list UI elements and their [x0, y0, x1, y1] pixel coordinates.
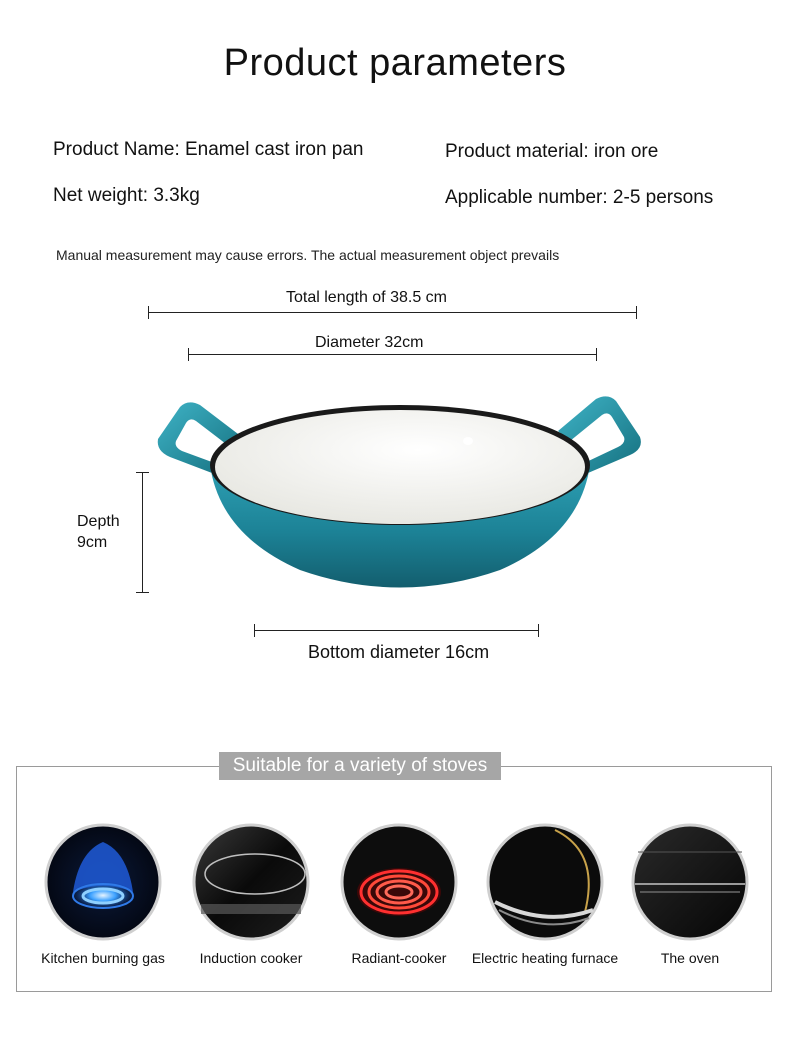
stove-label: Kitchen burning gas	[41, 950, 165, 966]
radiant-cooker-icon	[339, 822, 459, 942]
stoves-title: Suitable for a variety of stoves	[219, 752, 501, 780]
product-name: Product Name: Enamel cast iron pan	[53, 139, 364, 160]
bottom-diameter-line	[254, 630, 539, 631]
applicable-number: Applicable number: 2-5 persons	[445, 187, 714, 208]
oven-icon	[630, 822, 750, 942]
enamel-pan-illustration	[150, 385, 650, 600]
stove-radiant	[324, 822, 474, 967]
page-title: Product parameters	[223, 42, 567, 84]
gas-flame-icon	[43, 822, 163, 942]
induction-cooker-icon	[191, 822, 311, 942]
bottom-diameter-label: Bottom diameter 16cm	[308, 642, 490, 662]
stove-oven	[615, 822, 765, 967]
stove-label: The oven	[660, 950, 720, 966]
stove-gas	[28, 822, 178, 967]
net-weight: Net weight: 3.3kg	[53, 185, 200, 206]
stove-electric	[470, 822, 620, 967]
total-length-line	[148, 312, 637, 313]
depth-line	[142, 472, 143, 593]
stove-label: Electric heating furnace	[471, 950, 619, 966]
total-length-label: Total length of 38.5 cm	[286, 289, 447, 306]
stove-induction	[176, 822, 326, 967]
depth-label: Depth	[77, 513, 120, 530]
stove-label: Radiant-cooker	[351, 950, 447, 966]
measurement-note: Manual measurement may cause errors. The actual measurement object prevails	[56, 247, 560, 263]
depth-value: 9cm	[77, 534, 108, 551]
diameter-label: Diameter 32cm	[315, 334, 424, 351]
electric-furnace-icon	[485, 822, 605, 942]
diameter-line	[188, 354, 597, 355]
stove-label: Induction cooker	[199, 950, 303, 966]
product-material: Product material: iron ore	[445, 141, 659, 162]
